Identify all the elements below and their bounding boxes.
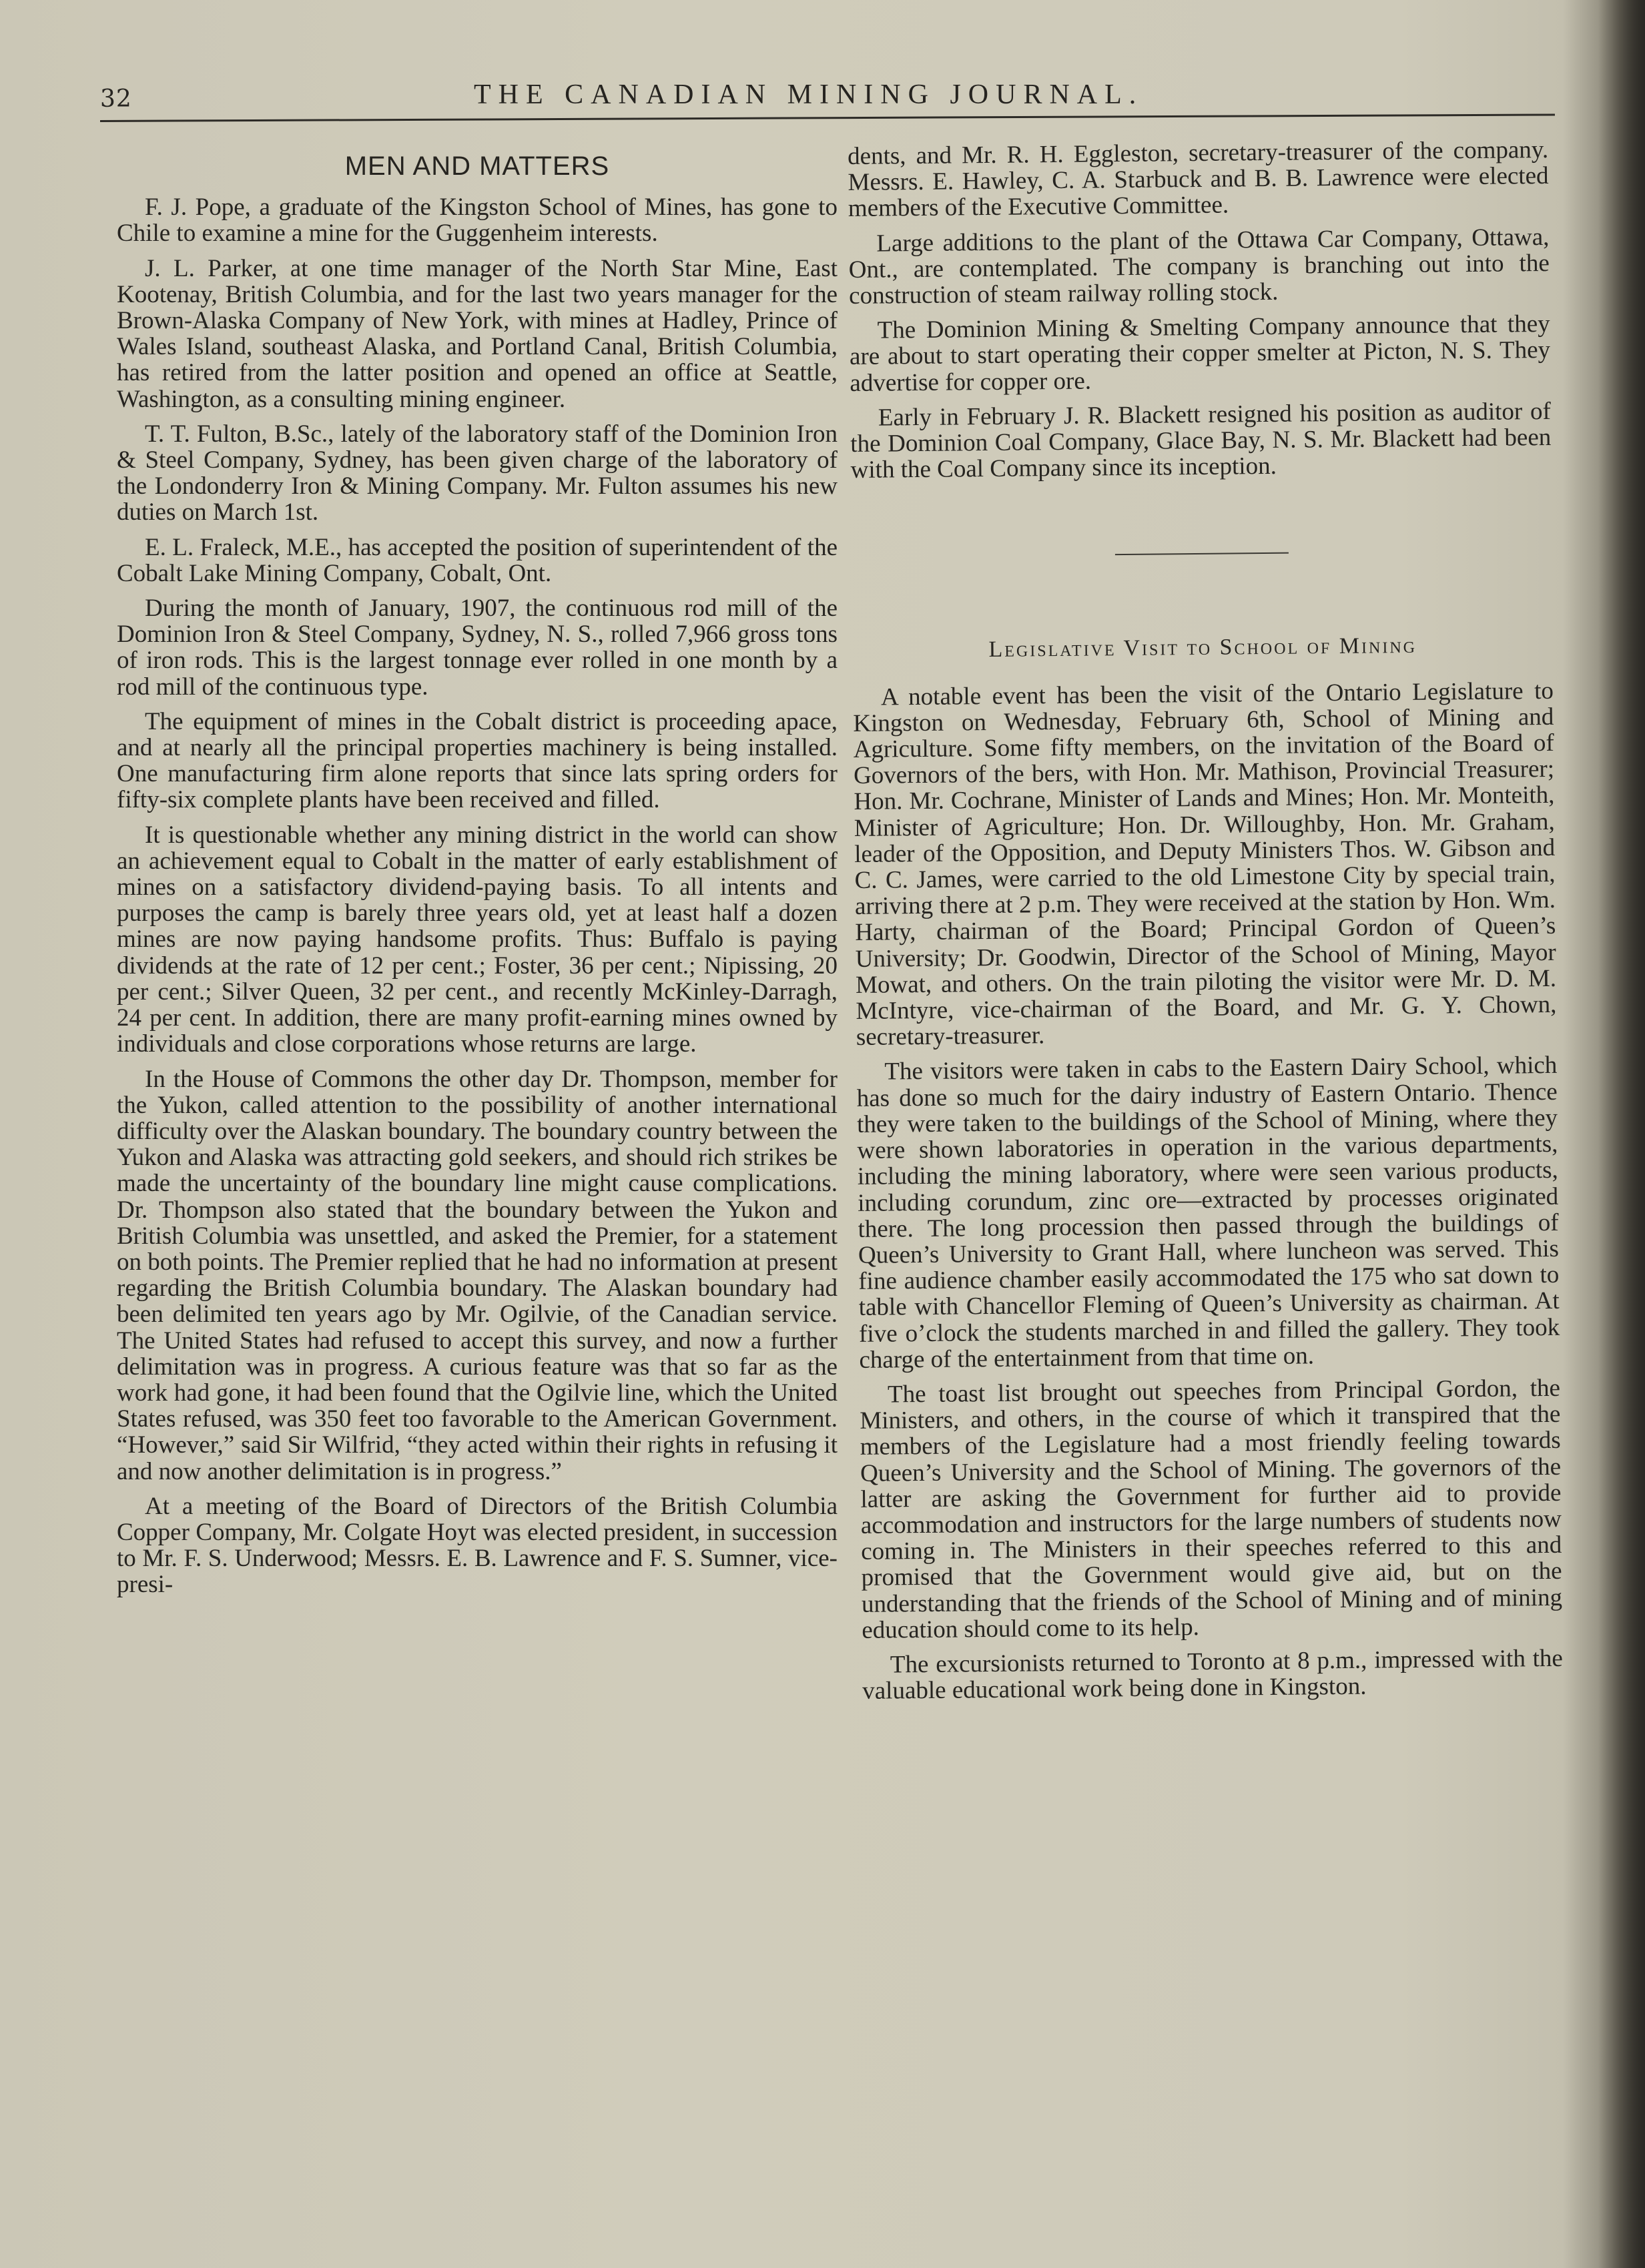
paragraph: During the month of January, 1907, the continuous rod mill of the Dominion Iron & Steel Company, Sydney, N. S., rolled 7,966 gross tons of iron rods. This is the largest tonnage ever rolled in one month by a rod mill of the continuous type. [117, 595, 838, 701]
paragraph: At a meeting of the Board of Directors of the British Columbia Copper Company, Mr. Colgate Hoyt was elected president, in succession to Mr. F. S. Underwood; Messrs. E. B. Lawrence and F. S. Sumner, vice-presi- [117, 1492, 838, 1599]
paragraph: E. L. Fraleck, M.E., has accepted the position of superintendent of the Cobalt Lake Mining Company, Cobalt, Ont. [117, 533, 838, 587]
paragraph: Early in February J. R. Blackett resigned his position as auditor of the Dominion Coal Company, Glace Bay, N. S. Mr. Blackett had been with the Coal Company since its inception. [850, 397, 1552, 484]
paragraph: The equipment of mines in the Cobalt district is proceeding apace, and at nearly all the principal properties machinery is being installed. One manufacturing firm alone reports that since lats spring orders for fifty-six complete plants have been received and filled. [117, 707, 838, 814]
binding-shadow [1598, 0, 1645, 2268]
section-title-men-and-matters: MEN AND MATTERS [344, 151, 610, 181]
section-title-legislative-visit: Legislative Visit to School of Mining [988, 633, 1417, 663]
section-divider [1115, 552, 1289, 555]
paragraph: Large additions to the plant of the Ottawa Car Company, Ottawa, Ont., are contemplated. The company is branching out into the construction of steam railway rolling stock. [848, 223, 1550, 310]
journal-title: THE CANADIAN MINING JOURNAL. [474, 79, 1144, 110]
paragraph: The toast list brought out speeches from Principal Gordon, the Ministers, and others, in the course of which it transpired that the members of the Legislature had a most friendly feeling towards Queen’s University and the School of Mining. The governors of the latter are asking the Government for further aid to provide accommodation and instructors for the large numbers of students now coming in. The Ministers in their speeches referred to this and promised that the Government would give aid, but on the understanding that the friends of the School of Mining and of mining education should come to its help. [860, 1374, 1563, 1644]
paragraph: The Dominion Mining & Smelting Company announce that they are about to start operating their copper smelter at Picton, N. S. They advertise for copper ore. [849, 310, 1551, 397]
paragraph: dents, and Mr. R. H. Eggleston, secretary-treasurer of the company. Messrs. E. Hawley, C. A. Starbuck and B. B. Lawrence were elected members of the Executive Committee. [847, 135, 1549, 223]
right-column [848, 137, 1564, 1713]
page-number: 32 [100, 85, 132, 113]
paragraph: A notable event has been the visit of the Ontario Legislature to Kingston on Wednesday, February 6th, School of Mining and Agriculture. Some fifty members, on the invitation of the Board of Governors of the bers, with Hon. Mr. Mathison, Provincial Treasurer; Hon. Mr. Cochrane, Minister of Lands and Mines; Hon. Mr. Monteith, Minister of Agriculture; Hon. Dr. Willoughby, Hon. Mr. Graham, leader of the Opposition, and Deputy Ministers Thos. W. Gibson and C. C. James, were carried to the old Limestone City by special train, arriving there at 2 p.m. They were received at the station by Hon. Wm. Harty, chairman of the Board; Principal Gordon of Queen’s University; Dr. Goodwin, Director of the School of Mining, Mayor Mowat, and others. On the train piloting the visitor were Mr. D. M. McIntyre, vice-chairman of the Board, and Mr. G. Y. Chown, secretary-treasurer. [853, 677, 1557, 1052]
paragraph: In the House of Commons the other day Dr. Thompson, member for the Yukon, called attention to the possibility of another international difficulty over the Alaskan boundary. The boundary country between the Yukon and Alaska was attracting gold seekers, and should rich strikes be made the uncertainty of the boundary line might cause complications. Dr. Thompson also stated that the boundary between the Yukon and British Columbia was unsettled, and asked the Premier, for a statement on both points. The Premier replied that he had no information at present regarding the British Columbia boundary. The Alaskan boundary had been delimited ten years ago by Mr. Ogilvie, of the Canadian service. The United States had refused to accept this survey, and now a further delimitation was in progress. A curious feature was that so far as the work had gone, it had been found that the Ogilvie line, which the United States refused, was 350 feet too favorable to the American Government. “However,” said Sir Wilfrid, “they acted within their rights in refusing it and now another delimitation is in progress.” [117, 1065, 838, 1485]
paragraph: The visitors were taken in cabs to the Eastern Dairy School, which has done so much for the dairy industry of Eastern Ontario. Thence they were taken to the buildings of the School of Mining, where they were shown laboratories in operation in the various departments, including the mining laboratory, where were seen various products, including corundum, zinc ore—extracted by processes originated there. The long procession then passed through the buildings of Queen’s University to Grant Hall, where luncheon was served. This fine audience chamber easily accommodated the 175 who sat down to table with Chancellor Fleming of Queen’s University as chairman. At five o’clock the students marched in and filled the gallery. They took charge of the entertainment from that time on. [856, 1052, 1560, 1374]
paragraph: F. J. Pope, a graduate of the Kingston School of Mines, has gone to Chile to examine a mine for the Guggenheim interests. [117, 194, 838, 248]
left-column [117, 143, 838, 1607]
paragraph: J. L. Parker, at one time manager of the North Star Mine, East Kootenay, British Columbia, and for the last two years manager for the Brown-Alaska Company of New York, with mines at Hadley, Prince of Wales Island, southeast Alaska, and Portland Canal, British Columbia, has retired from the latter position and opened an office at Seattle, Washington, as a consulting mining engineer. [117, 254, 838, 413]
paragraph: The excursionists returned to Toronto at 8 p.m., impressed with the valuable educational work being done in Kingston. [862, 1644, 1564, 1706]
paragraph: T. T. Fulton, B.Sc., lately of the laboratory staff of the Dominion Iron & Steel Company, Sydney, has been given charge of the laboratory of the Londonderry Iron & Mining Company. Mr. Fulton assumes his new duties on March 1st. [117, 420, 838, 526]
paragraph: It is questionable whether any mining district in the world can show an achievement equal to Cobalt in the matter of early establishment of mines on a satisfactory dividend-paying basis. To all intents and purposes the camp is barely three years old, yet at least half a dozen mines are now paying handsome profits. Thus: Buffalo is paying dividends at the rate of 12 per cent.; Foster, 36 per cent.; Nipissing, 20 per cent.; Silver Queen, 32 per cent., and recently McKinley-Darragh, 24 per cent. In addition, there are many profit-earning mines owned by individuals and close corporations whose returns are large. [117, 821, 838, 1058]
page-header [100, 79, 1555, 119]
